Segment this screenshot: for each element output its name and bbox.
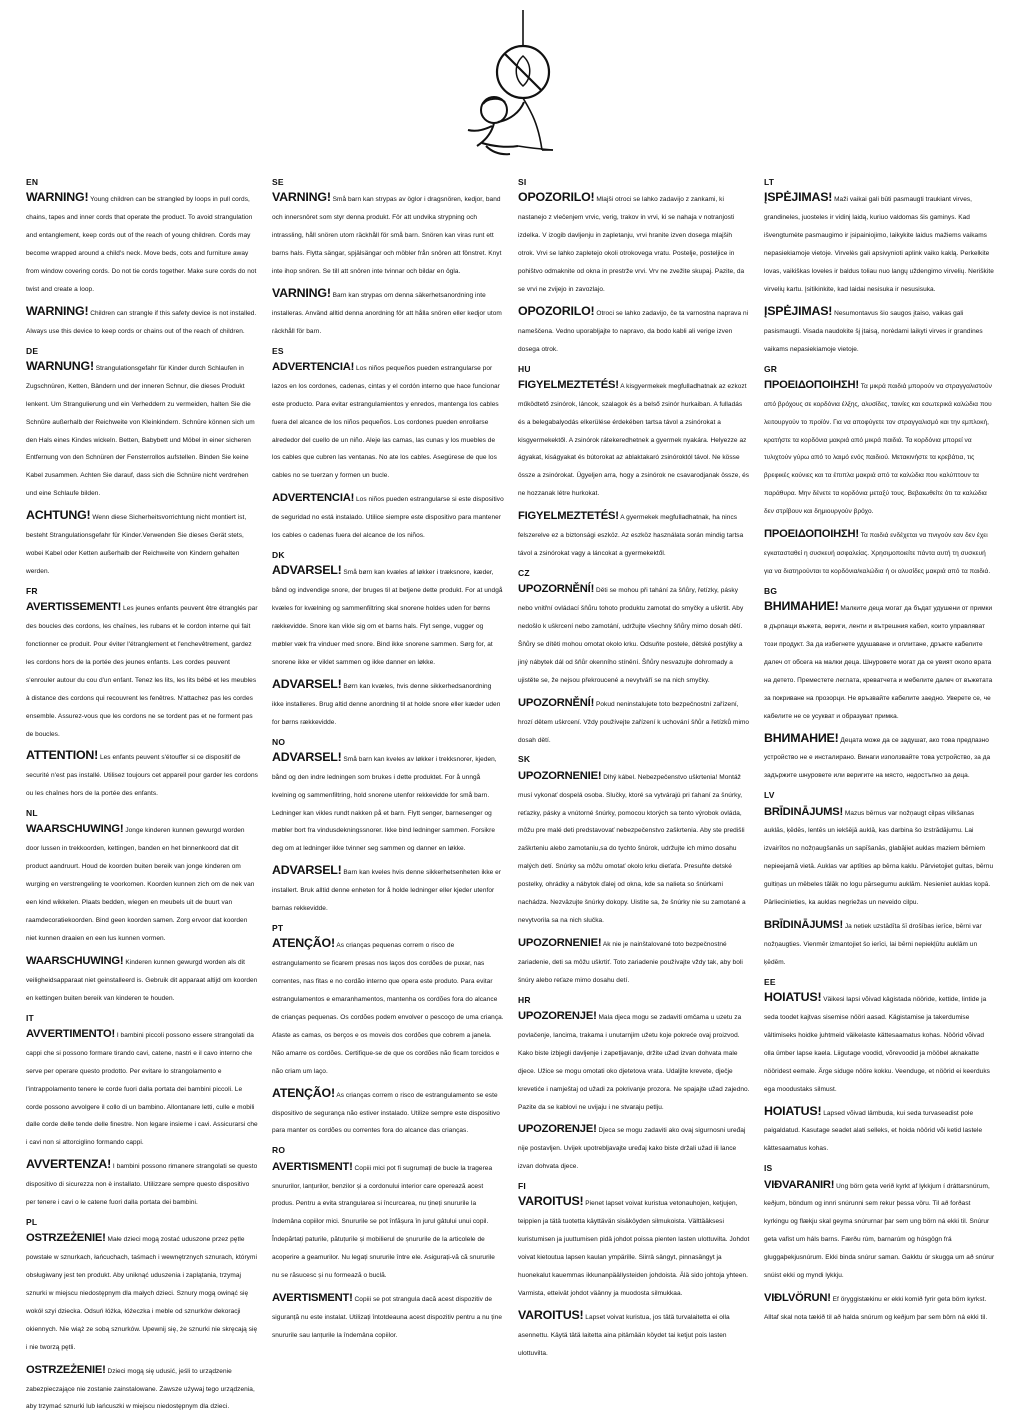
warning-keyword: AVVERTENZA! [26,1157,111,1172]
warning-paragraph [272,675,504,729]
warning-keyword: ADVERTENCIA! [272,360,355,373]
language-block-pt [272,924,504,1137]
warning-text: Les enfants peuvent s'étouffer si ce dispositif de securité n'est pas installé. Utilisez toujours cet appareil pour garder les cordons ou les chaînes hors de la portée des enfants. [26,754,258,798]
warning-keyword: OSTRZEŻENIE! [26,1232,106,1245]
language-block-fr [26,587,258,800]
language-block-ee [764,978,996,1156]
warning-keyword: OPOZORILO! [518,190,595,205]
warning-paragraph [26,188,258,295]
warning-paragraph [26,506,258,578]
warning-text: Children can strangle if this safety device is not installed. Always use this device to keep cords or chains out of the reach of children. [26,309,257,335]
warning-text: Kinderen kunnen gewurgd worden als dit veiligheidsapparaat niet geinstalleerd is. Gebruik dit apparaat altijd om koorden en kettingen buiten bereik van kinderen te houden. [26,958,258,1002]
warning-text: I bambini piccoli possono essere strangolati da cappi che si possono formare tirando cavi, catene, nastri e il cavo interno che serve per operare questo prodotto. Per evitare lo strangolamento e l'intrappolamento tenere le corde fuori dalla portata dei bambini piccoli. Le corde possono avvolgere il collo di un bambino. Allontanare letti, culle e mobili dalle corde delle tende delle finestre. Non legare insieme i cavi. Assicurarsi che i cavi non si attorciglino formando cappi. [26,1031,258,1147]
language-columns [26,178,998,1422]
warning-paragraph [272,1288,504,1342]
warning-paragraph [272,488,504,542]
warning-text: A kisgyermekek megfulladhatnak az ezkozt működtető zsinórok, láncok, szalagok és a belső zsinór hurkaiban. A fulladás és a belegabalyodás elkerülése érdekében tartsa távol a zsinórokat a kisgyermekektől. A zsinórok rátekeredhetnek a gyermek nyakára. Helyezze az ágyakat, kiságyakat és bútorokat az ablaktakaró zsinóroktól távol. Ne kösse össze a zsinórokat. Ügyeljen arra, hogy a zsinórok ne csavarodjanak össze, és ne hozzanak létre hurkokat. [518,382,750,498]
language-block-it [26,1014,258,1209]
language-code-ro: RO [272,1145,286,1156]
warning-text: Децата може да се задушат, ако това предпазно устройство не е инсталирано. Винаги използвайте това устройство, за да задържите шнуровете или веригите на място, недостъпно за деца. [764,736,991,780]
warning-paragraph [26,1024,258,1149]
warning-text: Ja netiek uzstādīta šī drošības ierīce, bērni var nožņaugties. Vienmēr izmantojiet šo ierīci, lai bērni nepiekļūtu auklām un ķēdēm. [764,923,982,966]
warning-text: Barn kan strypas om denna säkerhetsanordning inte installeras. Använd alltid denna anordning för att hålla snören eller kedjor utom räckhåll för barn. [272,291,502,335]
warning-keyword: VIÐLVÖRUN! [764,1292,831,1304]
language-block-lv [764,791,996,969]
warning-paragraph [764,1102,996,1156]
warning-keyword: VAROITUS! [518,1307,584,1322]
warning-keyword: UPOZORNENIE! [518,769,602,782]
language-column-4 [764,178,996,1422]
warning-keyword: UPOZORNĚNÍ! [518,696,595,709]
warning-text: I bambini possono rimanere strangolati se questo dispositivo di sicurezza non è installato. Utilizzare sempre questo dispositivo per tenere i cavi o le catene fuori dalla portata dei bambini. [26,1163,258,1207]
warning-paragraph [764,524,996,578]
language-block-si [518,178,750,356]
warning-paragraph [764,729,996,783]
warning-paragraph [764,915,996,969]
warning-text: Děti se mohou při tahání za šňůry, řetízky, pásky nebo vnitřní ovládací šňůru tohoto produktu zamotat do smyčky a uškrtit. Aby nedošlo k uškrcení nebo zamotání, udržujte všechny šňůry mimo dosah dětí. Šňůry se dítěti mohou omotat okolo krku. Odsuňte postele, dětské postýlky a jiný nábytek dál od šňůr okenního stínění. Šňůry nesvazujte dohromady a ujistěte se, že nejsou překroucené a nevytváří se na nich smyčky. [518,587,744,684]
warning-paragraph [764,188,996,295]
warning-paragraph [518,1119,750,1173]
warning-text: Lapset voivat kuristua, jos tätä turvalaitetta ei olla asennettu. Käytä tätä laitetta aina pitämään köydet tai ketjut pois lasten ulottuvilta. [518,1313,730,1357]
language-code-es: ES [272,345,284,356]
warning-paragraph [518,506,750,560]
warning-keyword: VARNING! [272,190,331,205]
warning-keyword: WARNUNG! [26,358,94,373]
warning-keyword: ADVARSEL! [272,676,342,691]
language-code-si: SI [518,177,527,187]
warning-keyword: WARNING! [26,190,89,205]
language-code-sk: SK [518,754,531,765]
warning-paragraph [518,188,750,295]
warning-keyword: WAARSCHUWING! [26,954,124,967]
language-code-hu: HU [518,363,531,374]
language-code-is: IS [764,1163,773,1174]
warning-keyword: AVERTISMENT! [272,1160,353,1173]
warning-keyword: ΠΡΟΕΙΔΟΠΟΙΗΣΗ! [764,528,859,541]
warning-paragraph [272,284,504,338]
warning-keyword: ADVARSEL! [272,563,342,578]
language-column-3 [518,178,750,1422]
warning-paragraph [518,579,750,686]
warning-text: Nesumontavus šio saugos įtaiso, vaikas gali pasismaugti. Visada naudokite šį įtaisą, norėdami laikyti virves ir grandines vaikams nepasiekiamoje vietoje. [764,309,983,353]
warning-keyword: BRĪDINĀJUMS! [764,805,844,818]
warning-text: As crianças correm o risco de estrangulamento se este dispositivo de segurança não estiver instalado. Utilize sempre este dispositivo para manter os cordões ou correntes fora do alcance das crianças. [272,1091,500,1135]
language-block-fi [518,1182,750,1360]
warning-text: Otroci se lahko zadavijo, če ta varnostna naprava ni nameščena. Vedno uporabljajte to napravo, da bodo kabli ali verige izven dosega otrok. [518,309,749,353]
language-code-gr: GR [764,363,778,374]
language-block-ro [272,1146,504,1341]
warning-text: As crianças pequenas correm o risco de estrangulamento se ficarem presas nos laços dos cordões de puxar, nas correntes, nas fitas e no cordão interno que opera este produto. Para evitar estrangulamentos e emaranhamentos, mantenha os cordões fora do alcance de crianças pequenas. Os cordões podem envolver o pescoço de uma criança. Afaste as camas, os berços e os moveis dos cordões que cobrem a janela. Não amarre os cordões. Certifique-se de que os cordões não ficam torcidos e não criam um laço. [272,942,504,1075]
warning-keyword: FIGYELMEZTETÉS! [518,510,619,523]
warning-text: Copiii mici pot fi sugrumați de bucle la tragerea snururilor, lanțurilor, benzilor și a cordonului interior care operează acest produs. Pentru a evita strangularea si încurcarea, nu țineți snururile la îndemâna copiilor mici. Snururile se pot înfășura în jurul gâtului unui copil. Îndepărtați paturile, pătuțurile și mobilierul de șnururile de la articolele de acoperire a geamurilor. Nu legați snururile între ele. Asigurați-vă că snururile nu se răsucesc și nu formează o buclă. [272,1164,495,1280]
warning-paragraph [518,1192,750,1299]
warning-keyword: VAROITUS! [518,1194,584,1209]
language-code-lt: LT [764,177,775,187]
warning-text: A gyermekek megfulladhatnak, ha nincs felszerelve ez a biztonsági eszköz. Az eszköz használata során mindig tartsa távol a zsinórokat vagy a láncokat a gyermekektől. [518,514,744,557]
warning-keyword: VIÐVARANIR! [764,1178,835,1191]
language-block-de [26,347,258,578]
warning-text: Los niños pueden estrangularse si este dispositivo de seguridad no está instalado. Utilice siempre este dispositivo para mantener los cables o cadenas fuera del alcance de los niños. [272,496,504,540]
warning-paragraph [26,1228,258,1353]
language-column-1 [26,178,258,1422]
warning-text: Lapsed võivad lämbuda, kui seda turvaseadist pole paigaldatud. Kasutage seadet alati selleks, et hoida nöörid või ketid lastele kättesaamatus kohas. [764,1109,983,1153]
language-block-dk [272,551,504,729]
warning-text: Små børn kan kvæles af løkker i træksnore, kæder, bånd og indvendige snore, der bruges til at betjene dette produkt. For at undgå kvæles for kvælning og sammenfiltring skal snorene holdes uden for børns rækkevidde. Snore kan vikle sig om et barns hals. Flyt senge, vugger og møbler væk fra vinduer med snore. Bind ikke snorene sammen. Sørg for, at snorene ikke er viklet sammen og ikke danner en løkke. [272,569,503,666]
warning-keyword: ADVARSEL! [272,749,342,764]
warning-text: Djeca se mogu zadaviti ako ovaj sigurnosni uređaj nije postavljen. Uvijek upotrebljavajte uređaj kako biste držali užad ili lance izvan dohvata djece. [518,1127,746,1171]
warning-paragraph [272,861,504,915]
warning-text: Малките деца могат да бъдат удушени от примки в дърпащи въжета, вериги, ленти и вътрешния кабел, които управляват този продукт. За да избегнете удушаване и оплитане, дръжте кабелите далеч от обсега на малки деца. Шнуровете могат да се увият около врата на детето. Преместете леглата, креватчета и мебелите далеч от въжетата за покриване на прозорци. Не връзвайте кабелите заедно. Уверете се, че кабелите не се усукват и образуват примка. [764,605,993,720]
warning-text: Små barn kan kveles av løkker i trekksnorer, kjeden, bånd og den indre ledningen som brukes i dette produktet. For å unngå kvelning og sammenfiltring, hold snorene utenfor rekkevidde for små barn. Ledninger kan vikles rundt nakken på et barn. Flytt senger, barnesenger og møbler bort fra vindusdekningssnorer. Ikke bind ledninger sammen. Forsikre deg om at ledninger ikke tvinner seg sammen og danner en løkke. [272,755,497,853]
language-block-cz [518,569,750,747]
warning-paragraph [272,357,504,482]
warning-text: Strangulationsgefahr für Kinder durch Schlaufen in Zugschnüren, Ketten, Bändern und der inneren Schnur, die dieses Produkt lenkent. Um Strangulierung und ein Verheddern zu vermeiden, halten Sie die Schnüre außerhalb der Reichweite von Kleinkindern. Schnüre können sich um den Hals eines Kindes wickeln. Betten, Babybett und Möbel in einer sicheren Entfernung von den Schnüren der Fensterrollos aufstellen. Binden Sie keine Kabel zusammen. Achten Sie darauf, dass sich die Schnüre nicht verdrehen und eine Schlaufe bilden. [26,364,255,498]
warning-text: Los niños pequeños pueden estrangularse por lazos en los cordones, cadenas, cintas y el cordón interno que hace funcionar este producto. Para evitar estrangulamientos y enredos, mantenga los cables fuera del alcance de los niños pequeños. Los cordones pueden enrollarse alrededor del cuello de un niño. Aleje las camas, las cunas y los muebles de los cables que cubren las ventanas. No ate los cables. Asegúrese de que los cables no se tuerzan y formen un bucle. [272,364,500,480]
warning-keyword: ADVERTENCIA! [272,492,355,505]
language-code-hr: HR [518,994,531,1005]
warning-paragraph [26,951,258,1005]
warning-paragraph [518,302,750,356]
warning-text: Ef öryggistækinu er ekki komið fyrir geta börn kyrkst. Alltaf skal nota tækið til að halda snúrum og keðjum þar sem börn ná ekki til. [764,1296,988,1321]
language-code-pt: PT [272,923,284,933]
warning-text: Wenn diese Sicherheitsvorrichtung nicht montiert ist, besteht Strangulationsgefahr für Kinder.Verwenden Sie dieses Gerät stets, wobei Kabel oder Ketten außerhalb der Reichweite von Kindern gehalten werden. [26,514,247,575]
language-code-fr: FR [26,585,38,596]
language-code-en: EN [26,177,39,187]
warning-keyword: ACHTUNG! [26,508,91,523]
language-code-se: SE [272,177,284,187]
language-block-lt [764,178,996,356]
warning-paragraph [518,933,750,987]
warning-keyword: UPOZORNĚNÍ! [518,583,595,596]
warning-paragraph [272,188,504,278]
language-code-cz: CZ [518,567,530,578]
warning-keyword: ATENÇÃO! [272,1085,335,1100]
warning-text: Copiii se pot strangula dacă acest dispozitiv de siguranță nu este instalat. Utilizați întotdeauna acest dispozitiv pentru a nu ține snururile sau lanțurile la îndemâna copiilor. [272,1296,502,1339]
language-block-hr [518,996,750,1174]
warning-paragraph [26,1360,258,1414]
warning-text: Małe dzieci mogą zostać uduszone przez pętle powstałe w sznurkach, łańcuchach, taśmach i wewnętrznych sznurach, którymi obsługiwany jest ten produkt. Aby uniknąć uduszenia i zaplątania, trzymaj sznurki w miejscu niedostępnym dla małych dzieci. Sznury mogą owinąć się wokół szyi dziecka. Odsuń łóżka, łóżeczka i meble od sznurków dekoracji okiennych. Nie wiąż ze sobą sznurków. Upewnij się, że sznurki nie skręcają się i nie tworzą pętli. [26,1236,258,1351]
language-code-nl: NL [26,808,38,819]
language-code-ee: EE [764,976,776,987]
warning-paragraph [26,1155,258,1209]
warning-paragraph [26,302,258,338]
warning-paragraph [764,1288,996,1324]
warning-paragraph [518,375,750,500]
warning-paragraph [764,597,996,722]
child-strangulation-hazard-pictogram [420,10,620,170]
warning-paragraph [518,1006,750,1113]
warning-text: Mazus bērnus var nožņaugt cilpas vilkšanas auklās, ķēdēs, lentēs un iekšējā auklā, kas darbina šo izstrādājumu. Lai izvairītos no nožņaugšanās un sapīšanās, glabājiet auklas maziem bērniem nepieejamā vietā. Auklas var aptīties ap bērna kaklu. Pārvietojiet gultas, bērnu gultiņas un mēbeles tālāk no logu pārsegumu auklām. Nesieniet auklas kopā. Pārliecinieties, ka auklas negriežas un neveido cilpu. [764,809,994,907]
warning-text: Pokud neninstalujete toto bezpečnostní zařízení, hrozí dětem uškrcení. Vždy používejte zařízení k uchování šňůr a řetízků mimo dosah dětí. [518,700,750,744]
warning-paragraph [518,766,750,927]
warning-paragraph [272,934,504,1077]
language-block-nl [26,809,258,1004]
language-block-no [272,738,504,916]
warning-text: Dlhý kábel. Nebezpečenstvo uškrtenia! Montáž musí vykonať dospelá osoba. Slučky, ktoré sa vytvárajú pri ťahaní za šnúrky, reťazky, pásky a vnútorné šnúrky, pomocou ktorých sa tento výrobok ovláda, môžu pre malé deti predstavovať nebezpečenstvo zaškrtenia. Aby ste predišli zaškrteniu alebo zamotaniu,sa do tychto šnúrok, udržujte ich mimo dosahu malých detí. Snúrky sa môžu omotať okolo krku dieťaťa. Presuňte detské postelky, ohrádky a nábytok ďalej od okna, kde sa nalieta so šnúrkami nachádza. Nezväzujte šnúrky dokopy. Uistite sa, že šnúrky nie su zamotané a nevytvorila sa na nich slučka. [518,773,746,924]
warning-paragraph [764,1175,996,1282]
warning-paragraph [518,1306,750,1360]
language-column-2 [272,178,504,1422]
warning-keyword: ΠΡΟΕΙΔΟΠΟΙΗΣΗ! [764,378,859,391]
warning-text: Mlajši otroci se lahko zadavijo z zankami, ki nastanejo z vlečenjem vrvic, verig, trakov in vrvi, ki se nahaja v notranjosti izdelka. V izogib davljenju in zapletanju, vrvi hranite izven dosega mlajših otrok. Vrvi se lahko zapletejo okoli otrokovega vratu. Postelje, posteljice in pohištvo odmaknite od okna in prestrže vrvi. Vrv ne zvežite skupaj. Pazite, da se vrvi ne zvijejo in zavozlajo. [518,196,745,293]
warning-text: Barn kan kveles hvis denne sikkerhetsenheten ikke er installert. Bruk alltid denne enheten for å holde ledninger eller kjeder utenfor barnas rekkevidde. [272,869,502,913]
warning-keyword: WAARSCHUWING! [26,823,124,836]
warning-text: Maži vaikai gali būti pasmaugti traukiant virves, grandineles, juosteles ir vidinį laidą, kuriuo valdomas šis gaminys. Kad išvengtumėte pasmaugimo ir įsipainiojimo, laikykite laidus mažiems vaikams nepasiekiamoje vietoje. Virvelės gali apsivynioti aplink vaiko kaklą. Perkelkite lovas, vaikiškas loveles ir baldus toliau nuo langų uždengimo virvelių. Neriškite virvelių kartu. Įsitikinkite, kad laidai nesisuka ir nesusisuka. [764,196,994,293]
warning-text: Dzieci mogą się udusić, jeśli to urządzenie zabezpieczające nie zostanie zainstalowane. Zawsze używaj tego urządzenia, aby trzymać sznurki lub łańcuszki w miejscu niedostępnym dla dzieci. [26,1367,255,1411]
language-code-no: NO [272,736,286,747]
warning-keyword: AVERTISSEMENT! [26,601,122,614]
language-code-it: IT [26,1012,34,1023]
warning-keyword: BRĪDINĀJUMS! [764,919,844,931]
warning-text: Mala djeca mogu se zadaviti omčama u uzetu za povlačenje, lancima, trakama i unutarnjim užetu koje pokreće ovaj proizvod. Kako biste izbjegli davljenje i zapetljavanje, držite užad izvan dohvata male djece. Užice se mogu omotati oko djetetova vrata. Udaljite krevete, dječje krevetiće i namještaj od užadi za pokrivanje prozora. Ne spajajte užad zajedno. Pazite da se kablovi ne uvijaju i ne stvaraju petlju. [518,1013,750,1111]
warning-text: Les jeunes enfants peuvent être étranglés par des boucles des cordons, les chaînes, les rubans et le cordon interne qui fait fonctionner ce produit. Pour éviter l'étranglement et l'enchevêtrement, gardez les cordons hors de la portée des jeunes enfants. Les cordes peuvent s'enrouler autour du cou d'un enfant. Tenez les lits, les lits bébé et les meubles à distance des cordons qui recouvrent les fenêtres. N'attachez pas les cordes ensemble. Assurez-vous que les cordons ne se tordent pas et ne forment pas de boucles. [26,605,258,738]
warning-paragraph [764,302,996,356]
warning-text: Τα παιδιά ενδέχεται να πνιγούν εαν δεν έχει εγκατασταθεί η συσκευή ασφαλείας. Χρησιμοποιείτε πάντα αυτή τη συσκευή για να διατηρούνται τα κορδόνια/καλώδια ή οι αλυσίδες μακριά από τα παιδιά. [764,532,991,575]
language-block-pl [26,1218,258,1413]
warning-keyword: WARNING! [26,303,89,318]
language-block-sk [518,755,750,986]
language-code-fi: FI [518,1181,526,1192]
language-block-hu [518,365,750,560]
warning-keyword: UPOZORENJE! [518,1009,597,1022]
warning-keyword: ATENÇÃO! [272,936,335,951]
warning-keyword: ВНИМАНИЕ! [764,730,839,745]
warning-text: Τα μικρά παιδιά μπορούν να στραγγαλιστούν από βρόχους σε κορδόνια έλξης, αλυσίδες, ταινίες και εσωτερικά καλώδια που λειτουργούν το προϊόν. Για να αποφύγετε τον στραγγαλισμό και την εμπλοκή, κρατήστε τα κορδόνια μακριά από μικρά παιδιά. Τα κορδόνια μπορεί να τυλιχτούν γύρω από το λαιμό ενός παιδιού. Μετακινήστε τα κρεβάτια, τις βρεφικές κούνιες και τα έπιπλα μακριά από τα καλώδια που καλύπτουν τα παράθυρα. Μην δένετε τα κορδόνια μεταξύ τους. Βεβαιωθείτε ότι τα καλώδια δεν στρίβουν και δημιουργούν βρόχο. [764,382,992,516]
warning-text: Pienet lapset voivat kuristua vetonauhojen, ketjujen, teippien ja tätä tuotetta käyttävän sisäköyden silmukoista. Välttääksesi kuristumisen ja juuttumisen pidä johdot poissa pienten lasten ulottuvilta. Johdot voivat kietoutua lapsen kaulan ympärille. Siirrä sängyt, pinnasängyt ja huonekalut kauemmas ikkunanpäällysteiden johdoista. Älä sido johtoja yhteen. Varmista, etteivät johdot väänny ja muodosta silmukkaa. [518,1200,750,1297]
warning-paragraph [26,597,258,740]
warning-keyword: OPOZORILO! [518,303,595,318]
warning-text: Små barn kan strypas av öglor i dragsnören, kedjor, band och innersnöret som styr denna produkt. För att undvika strypning och intrassling, håll snören utom räckhåll för små barn. Snören kan viras runt ett barns hals. Flytta sängar, spjälsängar och möbler från snören att fönstret. Knyt inte ihop snören. Se till att snören inte tvinnar och bildar en ögla. [272,196,502,275]
warning-text: Jonge kinderen kunnen gewurgd worden door lussen in trekkoorden, kettingen, banden en het binnenkoord dat dit product aandruurt. Houd de koorden buiten bereik van jonge kinderen om wurging en verstrengeling te voorkomen. Koorden kunnen zich om de nek van een kind wikkelen. Plaats bedden, wiegen en meubels uit de buurt van raamdecoratiekoorden. Bind geen koorden samen. Zorg ervoor dat koorden niet kunnen draaien en een lus kunnen vormen. [26,827,255,942]
warning-paragraph [272,748,504,855]
warning-paragraph [764,988,996,1095]
warning-keyword: ADVARSEL! [272,863,342,878]
warning-paragraph [26,819,258,944]
warning-keyword: FIGYELMEZTETÉS! [518,378,619,391]
warning-keyword: AVERTISMENT! [272,1292,353,1304]
language-block-is [764,1164,996,1324]
warning-keyword: HOIATUS! [764,1103,822,1118]
warning-keyword: UPOZORNENIE! [518,936,602,949]
warning-text: Ung börn geta verið kyrkt af lykkjum í dráttarsnúrum, keðjum, böndum og innri snúrunni sem rekur þessa vöru. Til að forðast kyrkingu og flækju skal geyma snúrurnar þar sem ung börn ná ekki til. Snúrur geta vafist um háls barns. Færðu rúm, barnarúm og húsgögn frá gluggaþekjusnúrum. Ekki binda snúrur saman. Gakktu úr skugga um að snúrur snúist ekki og myndi lykkju. [764,1182,995,1280]
language-code-pl: PL [26,1216,38,1227]
language-block-gr [764,365,996,578]
warning-keyword: UPOZORENJE! [518,1123,597,1136]
warning-paragraph [764,802,996,909]
language-block-es [272,347,504,542]
language-block-en [26,178,258,338]
warning-keyword: ATTENTION! [26,748,99,763]
warning-text: Børn kan kvæles, hvis denne sikkerhedsanordning ikke installeres. Brug altid denne anordning til at holde snore eller kæder uden for børns rækkevidde. [272,682,501,726]
warning-keyword: ĮSPĖJIMAS! [764,303,833,318]
language-block-se [272,178,504,338]
warning-text: Väikesi lapsi võivad kägistada nööride, kettide, lintide ja seda toodet kajtvas sisemise nööri aasad. Kägistamise ja takerdumise vältimiseks hoidke juhtmeid väikelaste kättesaamatus kohas. Nöörid võivad olla ümber lapse kaela. Liigutage voodid, võrevoodid ja mööbel aknakatte nööridest eemale. Ärge siduge nööre kokku. Veenduge, et nöörid ei keerduks ega moodustaks silmust. [764,996,990,1093]
language-code-dk: DK [272,550,285,560]
language-code-de: DE [26,345,39,356]
warning-paragraph [518,693,750,747]
warning-text: Young children can be strangled by loops in pull cords, chains, tapes and inner cords that operate the product. To avoid strangulation and entanglement, keep cords out of the reach of young children. Cords may become wrapped around a child's neck. Move beds, cots and furniture away from window covering cords. Do not tie cords together. Make sure cords do not twist and create a loop. [26,196,257,293]
warning-text: Ak nie je nainštalované toto bezpečnostné zariadenie, deti sa môžu uškrtiť. Toto zariadenie používajte vždy tak, aby boli šnúry alebo reťaze mimo dosahu detí. [518,940,743,984]
warning-keyword: VARNING! [272,285,331,300]
warning-paragraph [26,357,258,500]
language-code-bg: BG [764,585,778,596]
warning-paragraph [26,746,258,800]
warning-keyword: AVVERTIMENTO! [26,1027,115,1040]
warning-paragraph [272,561,504,668]
warning-paragraph [272,1157,504,1282]
language-block-bg [764,587,996,782]
warning-paragraph [764,375,996,518]
warning-keyword: OSTRZEŻENIE! [26,1363,106,1376]
warning-keyword: HOIATUS! [764,990,822,1005]
language-code-lv: LV [764,790,775,801]
warning-keyword: ĮSPĖJIMAS! [764,190,833,205]
warning-paragraph [272,1084,504,1138]
warning-keyword: ВНИМАНИЕ! [764,599,839,614]
